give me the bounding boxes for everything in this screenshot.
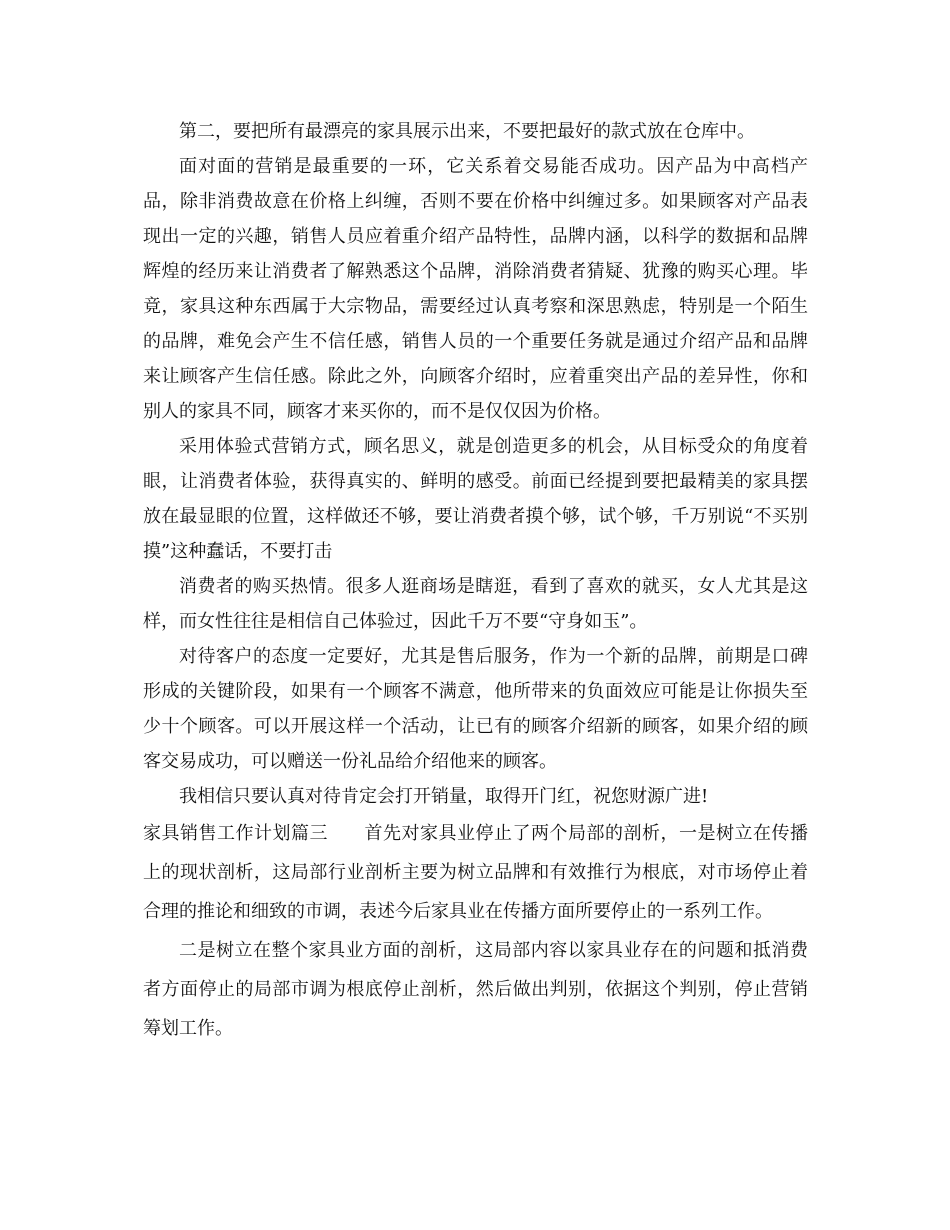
paragraph-display-furniture: 第二，要把所有最漂亮的家具展示出来，不要把最好的款式放在仓库中。 [179,121,755,142]
paragraph-face-to-face-sales: 面对面的营销是最重要的一环，它关系着交易能否成功。因产品为中高档产品，除非消费故意在价格上纠缠，否则不要在价格中纠缠过多。如果顾客对产品表现出一定的兴趣，销售人员应着重介绍产品特性，品牌内涵，以科学的数据和品牌辉煌的经历来让消费者了解熟悉这个品牌，消除消费者猜疑、犹豫的购买心理。毕竟，家具这种东西属于大宗物品，需要经过认真考察和深思熟虑，特别是一个陌生的品牌，难免会产生不信任感，销售人员的一个重要任务就是通过介绍产品和品牌来让顾客产生信任感。除此之外，向顾客介绍时，应着重突出产品的差异性，你和别人的家具不同，顾客才来买你的，而不是仅仅因为价格。 [143,156,808,422]
section-three-first-analysis: 首先对家具业停止了两个局部的剖析，一是树立在传播上的现状剖析，这局部行业剖析主要为树立品牌和有效推行为根底，对市场停止着合理的推论和细致的市调，表述今后家具业在传播方面所要停止的一系列工作。 [143,823,808,922]
paragraph-customer-attitude: 对待客户的态度一定要好，尤其是售后服务，作为一个新的品牌，前期是口碑形成的关键阶段，如果有一个顾客不满意，他所带来的负面效应可能是让你损失至少十个顾客。可以开展这样一个活动，让已有的顾客介绍新的顾客，如果介绍的顾客交易成功，可以赠送一份礼品给介绍他来的顾客。 [143,646,808,772]
section-three-paragraph [143,814,808,931]
paragraph-experience-marketing: 采用体验式营销方式，顾名思义，就是创造更多的机会，从目标受众的角度着眼，让消费者体验，获得真实的、鲜明的感受。前面已经提到要把最精美的家具摆放在最显眼的位置，这样做还不够，要让消费者摸个够，试个够，千万别说“不买别摸”这种蠢话，不要打击 [143,436,808,562]
paragraph-closing-wish: 我相信只要认真对待肯定会打开销量，取得开门红，祝您财源广进! [179,786,709,807]
paragraph-purchase-enthusiasm: 消费者的购买热情。很多人逛商场是瞎逛，看到了喜欢的就买，女人尤其是这样，而女性往往是相信自己体验过，因此千万不要“守身如玉”。 [143,576,808,632]
section-title: 家具销售工作计划篇三 [143,823,328,844]
paragraph-industry-analysis: 二是树立在整个家具业方面的剖析，这局部内容以家具业存在的问题和抵消费者方面停止的局部市调为根底停止剖析，然后做出判别，依据这个判别，停止营销筹划工作。 [143,940,808,1039]
document-body [143,114,808,1048]
